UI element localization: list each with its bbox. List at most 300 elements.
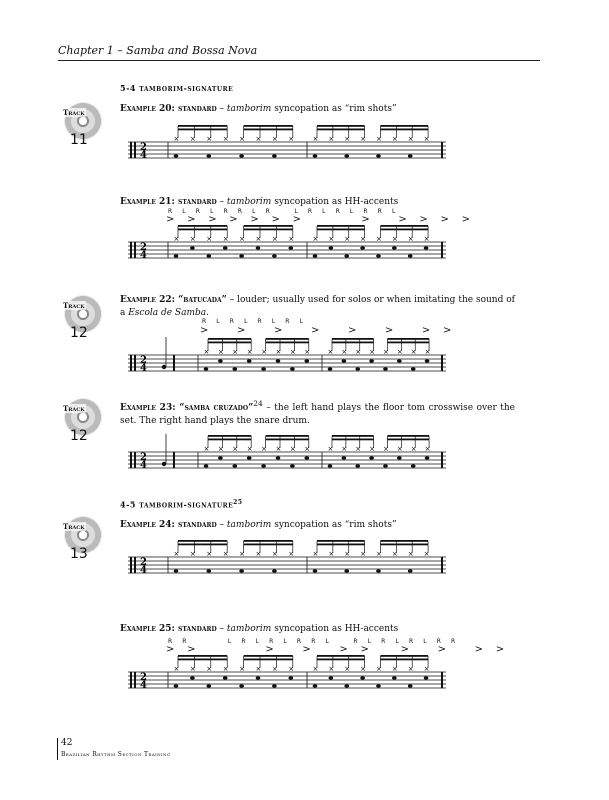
cymbal-x-note: × xyxy=(173,665,180,673)
beam xyxy=(380,655,428,657)
cymbal-x-note: × xyxy=(239,135,245,143)
cymbal-x-note: × xyxy=(375,550,382,558)
snare-note xyxy=(289,246,294,249)
beam xyxy=(266,342,309,344)
cymbal-x-note: × xyxy=(246,445,253,453)
beam xyxy=(380,544,428,546)
example-text: syncopation as HH-accents xyxy=(271,624,399,634)
section-title-5-4 xyxy=(120,83,233,93)
bass-note xyxy=(344,254,349,257)
cymbal-x-note: × xyxy=(407,135,414,143)
bass-note xyxy=(290,367,295,370)
cymbal-x-note: × xyxy=(312,235,319,243)
cymbal-x-note: × xyxy=(423,235,430,243)
cymbal-x-note: × xyxy=(407,665,414,673)
cymbal-x-note: × xyxy=(232,445,239,453)
section-title-text: 4-5 tamborim-signature xyxy=(120,499,234,510)
time-sig-bottom: 4 xyxy=(140,460,147,471)
cymbal-x-note: × xyxy=(173,135,180,143)
footnote-ref: 25 xyxy=(233,499,243,506)
beam xyxy=(178,225,227,227)
percussion-clef xyxy=(130,672,132,688)
bass-note xyxy=(408,254,413,257)
cymbal-x-note: × xyxy=(271,235,278,243)
bass-note xyxy=(239,684,244,687)
bass-note xyxy=(355,367,360,370)
cymbal-x-note: × xyxy=(239,235,245,243)
cymbal-x-note: × xyxy=(369,348,375,356)
header-rule xyxy=(58,60,540,61)
example-23-caption xyxy=(120,397,515,428)
beam xyxy=(208,439,251,441)
sticking-row: R L R L R R L R L R L R L R R L xyxy=(168,208,396,215)
cymbal-x-note: × xyxy=(203,445,210,453)
cymbal-x-note: × xyxy=(382,348,389,356)
example-italic: Escola de Samba xyxy=(128,308,207,318)
bass-note xyxy=(344,154,349,157)
cymbal-x-note: × xyxy=(261,348,267,356)
sticking-row: R R L R L R L R R L R L R L R L R R xyxy=(168,638,456,645)
bass-note xyxy=(233,367,238,370)
cymbal-x-note: × xyxy=(328,135,335,143)
beam xyxy=(387,338,429,340)
beam xyxy=(178,655,227,657)
snare-note xyxy=(369,359,374,362)
time-sig-top: 2 xyxy=(140,557,147,568)
beam xyxy=(317,655,365,657)
cymbal-x-note: × xyxy=(391,135,398,143)
chapter-header: Chapter 1 – Samba and Bossa Nova xyxy=(58,44,258,57)
cymbal-x-note: × xyxy=(261,445,267,453)
cymbal-x-note: × xyxy=(288,235,295,243)
bass-note xyxy=(411,367,416,370)
snare-note xyxy=(392,246,397,249)
time-sig-top: 2 xyxy=(140,452,147,463)
beam xyxy=(380,659,428,661)
bass-note xyxy=(383,367,388,370)
bass-note xyxy=(313,254,318,257)
cymbal-x-note: × xyxy=(423,135,430,143)
bass-note xyxy=(408,684,413,687)
bass-note xyxy=(355,464,360,467)
notation-staff xyxy=(128,537,458,582)
cymbal-x-note: × xyxy=(344,235,351,243)
example-text: – xyxy=(216,197,227,207)
bass-note xyxy=(376,684,381,687)
snare-note xyxy=(342,456,347,459)
cymbal-x-note: × xyxy=(239,550,245,558)
cymbal-x-note: × xyxy=(189,550,196,558)
snare-note xyxy=(397,456,402,459)
bass-note xyxy=(207,684,212,687)
track-label: Track xyxy=(63,301,85,310)
cymbal-x-note: × xyxy=(304,348,311,356)
bass-note xyxy=(328,367,333,370)
beam xyxy=(387,439,429,441)
cymbal-x-note: × xyxy=(360,665,366,673)
beam xyxy=(387,342,429,344)
notation-staff xyxy=(128,222,458,267)
example-label: Example 22: “batucada” xyxy=(120,295,227,305)
snare-note xyxy=(360,246,365,249)
example-label: Example 24: standard xyxy=(120,520,217,530)
bass-note xyxy=(344,684,349,687)
percussion-clef xyxy=(130,242,132,258)
cymbal-x-note: × xyxy=(232,348,239,356)
cymbal-x-note: × xyxy=(312,550,319,558)
bass-note xyxy=(328,464,333,467)
example-italic: tamborim xyxy=(226,197,272,207)
track-number: 11 xyxy=(70,132,88,148)
cymbal-x-note: × xyxy=(217,348,224,356)
cymbal-x-note: × xyxy=(255,550,262,558)
track-badge-12b xyxy=(58,398,114,442)
bass-note xyxy=(272,569,277,572)
cymbal-x-note: × xyxy=(410,445,417,453)
cymbal-x-note: × xyxy=(327,348,334,356)
beam xyxy=(178,540,227,542)
footer-rule xyxy=(57,738,58,760)
percussion-clef xyxy=(134,557,136,573)
notation-staff xyxy=(128,122,458,167)
cymbal-x-note: × xyxy=(206,235,213,243)
beam xyxy=(244,540,293,542)
cymbal-x-note: × xyxy=(288,665,295,673)
snare-note xyxy=(247,456,252,459)
cymbal-x-note: × xyxy=(355,445,362,453)
beam xyxy=(332,342,374,344)
cymbal-x-note: × xyxy=(217,445,224,453)
time-sig-bottom: 4 xyxy=(140,250,147,261)
sticking-row: R L R L R L R L xyxy=(202,318,304,325)
cymbal-x-note: × xyxy=(289,445,296,453)
cymbal-x-note: × xyxy=(275,348,282,356)
bass-note xyxy=(408,569,413,572)
cymbal-x-note: × xyxy=(222,665,229,673)
bass-note xyxy=(383,464,388,467)
cymbal-x-note: × xyxy=(328,235,335,243)
snare-note xyxy=(425,359,430,362)
cymbal-x-note: × xyxy=(391,665,398,673)
beam xyxy=(317,544,365,546)
example-label: Example 20: standard xyxy=(120,104,217,114)
cymbal-x-note: × xyxy=(189,665,196,673)
snare-note xyxy=(247,359,252,362)
cymbal-x-note: × xyxy=(375,235,382,243)
bass-note xyxy=(290,464,295,467)
snare-note xyxy=(360,676,365,679)
beam xyxy=(332,439,374,441)
snare-note xyxy=(397,359,402,362)
cymbal-x-note: × xyxy=(423,550,430,558)
cymbal-x-note: × xyxy=(222,135,229,143)
beam xyxy=(244,659,293,661)
cymbal-x-note: × xyxy=(304,445,311,453)
beam xyxy=(178,544,227,546)
cymbal-x-note: × xyxy=(246,348,253,356)
snare-note xyxy=(425,456,430,459)
cymbal-x-note: × xyxy=(396,348,403,356)
snare-note xyxy=(424,676,429,679)
snare-note xyxy=(190,246,195,249)
cymbal-x-note: × xyxy=(255,135,262,143)
snare-note xyxy=(289,676,294,679)
time-sig-top: 2 xyxy=(140,355,147,366)
example-italic: tamborim xyxy=(226,624,272,634)
example-italic: tamborim xyxy=(226,520,272,530)
snare-note xyxy=(305,456,310,459)
beam xyxy=(317,229,365,231)
cymbal-x-note: × xyxy=(255,235,262,243)
bass-note xyxy=(376,569,381,572)
beam xyxy=(332,338,374,340)
percussion-clef xyxy=(134,355,136,371)
notation-staff xyxy=(128,432,458,477)
cymbal-x-note: × xyxy=(382,445,389,453)
track-number: 12 xyxy=(70,428,88,444)
beam xyxy=(380,225,428,227)
bass-note xyxy=(272,254,277,257)
track-number: 13 xyxy=(70,546,88,562)
snare-note xyxy=(190,676,195,679)
example-text: syncopation as “rim shots” xyxy=(271,104,397,114)
percussion-clef xyxy=(134,242,136,258)
example-text: . xyxy=(206,308,210,318)
bass-note xyxy=(204,464,209,467)
cymbal-x-note: × xyxy=(328,665,335,673)
cymbal-x-note: × xyxy=(271,665,278,673)
example-24-caption xyxy=(120,519,515,532)
cymbal-x-note: × xyxy=(424,348,431,356)
beam xyxy=(244,125,293,127)
cymbal-x-note: × xyxy=(271,135,278,143)
bass-note xyxy=(408,154,413,157)
example-text: – the left hand plays the floor tom crosswise over the set. The right hand plays the snare drum. xyxy=(120,403,515,426)
snare-note xyxy=(223,246,228,249)
snare-note xyxy=(305,359,310,362)
bass-note xyxy=(344,569,349,572)
beam xyxy=(244,655,293,657)
cymbal-x-note: × xyxy=(239,665,245,673)
cymbal-x-note: × xyxy=(341,445,348,453)
bass-note xyxy=(313,684,318,687)
beam xyxy=(178,129,227,131)
cymbal-x-note: × xyxy=(360,550,366,558)
track-label: Track xyxy=(63,108,85,117)
bass-note xyxy=(174,254,179,257)
accent-row: > > > > > > > > > > > > xyxy=(166,214,470,225)
snare-note xyxy=(329,676,334,679)
cymbal-x-note: × xyxy=(206,665,213,673)
bass-note xyxy=(174,154,179,157)
beam xyxy=(178,659,227,661)
page-number: 42 xyxy=(61,738,73,748)
example-text: – louder; usually used for solos or when imitating the sound of a xyxy=(120,295,515,318)
cymbal-x-note: × xyxy=(312,665,319,673)
bass-note xyxy=(233,464,238,467)
cymbal-x-note: × xyxy=(344,135,351,143)
cymbal-x-note: × xyxy=(396,445,403,453)
cymbal-x-note: × xyxy=(312,135,319,143)
time-sig-bottom: 4 xyxy=(140,565,147,576)
accent-row: > > > > > > > > xyxy=(200,325,452,336)
beam xyxy=(332,435,374,437)
footnote-ref: 24 xyxy=(253,399,263,408)
time-sig-top: 2 xyxy=(140,672,147,683)
time-sig-bottom: 4 xyxy=(140,680,147,691)
cymbal-x-note: × xyxy=(341,348,348,356)
cymbal-x-note: × xyxy=(407,550,414,558)
snare-note xyxy=(218,456,223,459)
bass-note xyxy=(207,254,212,257)
beam xyxy=(387,435,429,437)
beam xyxy=(317,659,365,661)
time-sig-top: 2 xyxy=(140,242,147,253)
cymbal-x-note: × xyxy=(328,550,335,558)
time-sig-top: 2 xyxy=(140,142,147,153)
accent-row: > > > > > > > > > > xyxy=(166,644,505,655)
percussion-clef xyxy=(134,672,136,688)
track-number: 12 xyxy=(70,325,88,341)
beam xyxy=(244,544,293,546)
bass-note xyxy=(204,367,209,370)
pickup-note xyxy=(162,462,166,466)
example-text: – xyxy=(216,104,227,114)
bass-note xyxy=(261,464,266,467)
cymbal-x-note: × xyxy=(173,550,180,558)
cymbal-x-note: × xyxy=(203,348,210,356)
percussion-clef xyxy=(134,452,136,468)
bass-note xyxy=(376,254,381,257)
example-text: – xyxy=(216,520,227,530)
cymbal-x-note: × xyxy=(255,665,262,673)
beam xyxy=(380,129,428,131)
beam xyxy=(178,229,227,231)
cymbal-x-note: × xyxy=(369,445,375,453)
example-25-caption xyxy=(120,623,515,636)
snare-note xyxy=(256,676,261,679)
beam xyxy=(380,125,428,127)
cymbal-x-note: × xyxy=(355,348,362,356)
cymbal-x-note: × xyxy=(288,135,295,143)
percussion-clef xyxy=(130,355,132,371)
cymbal-x-note: × xyxy=(375,135,382,143)
cymbal-x-note: × xyxy=(206,550,213,558)
percussion-clef xyxy=(130,452,132,468)
cymbal-x-note: × xyxy=(173,235,180,243)
section-title-4-5 xyxy=(120,499,243,510)
bass-note xyxy=(376,154,381,157)
bass-note xyxy=(313,569,318,572)
percussion-clef xyxy=(130,142,132,158)
book-title: Brazilian Rhythm Section Training xyxy=(61,751,171,758)
beam xyxy=(317,225,365,227)
bass-note xyxy=(272,684,277,687)
beam xyxy=(266,439,309,441)
example-22-caption xyxy=(120,294,515,320)
time-sig-bottom: 4 xyxy=(140,363,147,374)
cymbal-x-note: × xyxy=(222,550,229,558)
example-20-caption xyxy=(120,103,515,116)
beam xyxy=(244,225,293,227)
percussion-clef xyxy=(130,557,132,573)
bass-note xyxy=(207,154,212,157)
track-badge-12a xyxy=(58,295,114,339)
cymbal-x-note: × xyxy=(344,665,351,673)
percussion-clef xyxy=(134,142,136,158)
beam xyxy=(380,229,428,231)
cymbal-x-note: × xyxy=(289,348,296,356)
cymbal-x-note: × xyxy=(189,135,196,143)
bass-note xyxy=(174,569,179,572)
beam xyxy=(380,540,428,542)
snare-note xyxy=(424,246,429,249)
beam xyxy=(317,125,365,127)
snare-note xyxy=(218,359,223,362)
beam xyxy=(208,342,251,344)
beam xyxy=(244,129,293,131)
cymbal-x-note: × xyxy=(360,135,366,143)
example-label: Example 23: “samba cruzado” xyxy=(120,403,254,413)
bass-note xyxy=(313,154,318,157)
snare-note xyxy=(329,246,334,249)
beam xyxy=(244,229,293,231)
track-badge-11 xyxy=(58,102,114,146)
bass-note xyxy=(272,154,277,157)
cymbal-x-note: × xyxy=(344,550,351,558)
cymbal-x-note: × xyxy=(222,235,229,243)
bass-note xyxy=(239,154,244,157)
beam xyxy=(266,338,309,340)
track-label: Track xyxy=(63,404,85,413)
bass-note xyxy=(239,254,244,257)
cymbal-x-note: × xyxy=(288,550,295,558)
cymbal-x-note: × xyxy=(410,348,417,356)
example-italic: tamborim xyxy=(226,104,272,114)
notation-staff xyxy=(128,335,458,380)
example-label: Example 21: standard xyxy=(120,197,217,207)
snare-note xyxy=(256,246,261,249)
example-text: syncopation as HH-accents xyxy=(271,197,399,207)
beam xyxy=(317,540,365,542)
track-badge-13 xyxy=(58,516,114,560)
bass-note xyxy=(411,464,416,467)
beam xyxy=(208,338,251,340)
track-label: Track xyxy=(63,522,85,531)
cymbal-x-note: × xyxy=(375,665,382,673)
snare-note xyxy=(392,676,397,679)
beam xyxy=(178,125,227,127)
cymbal-x-note: × xyxy=(189,235,196,243)
pickup-note xyxy=(162,365,166,369)
beam xyxy=(266,435,309,437)
notation-staff xyxy=(128,652,458,697)
bass-note xyxy=(174,684,179,687)
cymbal-x-note: × xyxy=(327,445,334,453)
cymbal-x-note: × xyxy=(271,550,278,558)
snare-note xyxy=(342,359,347,362)
section-title-text: 5-4 tamborim-signature xyxy=(120,83,234,93)
bass-note xyxy=(239,569,244,572)
cymbal-x-note: × xyxy=(275,445,282,453)
bass-note xyxy=(207,569,212,572)
cymbal-x-note: × xyxy=(407,235,414,243)
snare-note xyxy=(223,676,228,679)
cymbal-x-note: × xyxy=(360,235,366,243)
cymbal-x-note: × xyxy=(206,135,213,143)
cymbal-x-note: × xyxy=(424,445,431,453)
beam xyxy=(208,435,251,437)
